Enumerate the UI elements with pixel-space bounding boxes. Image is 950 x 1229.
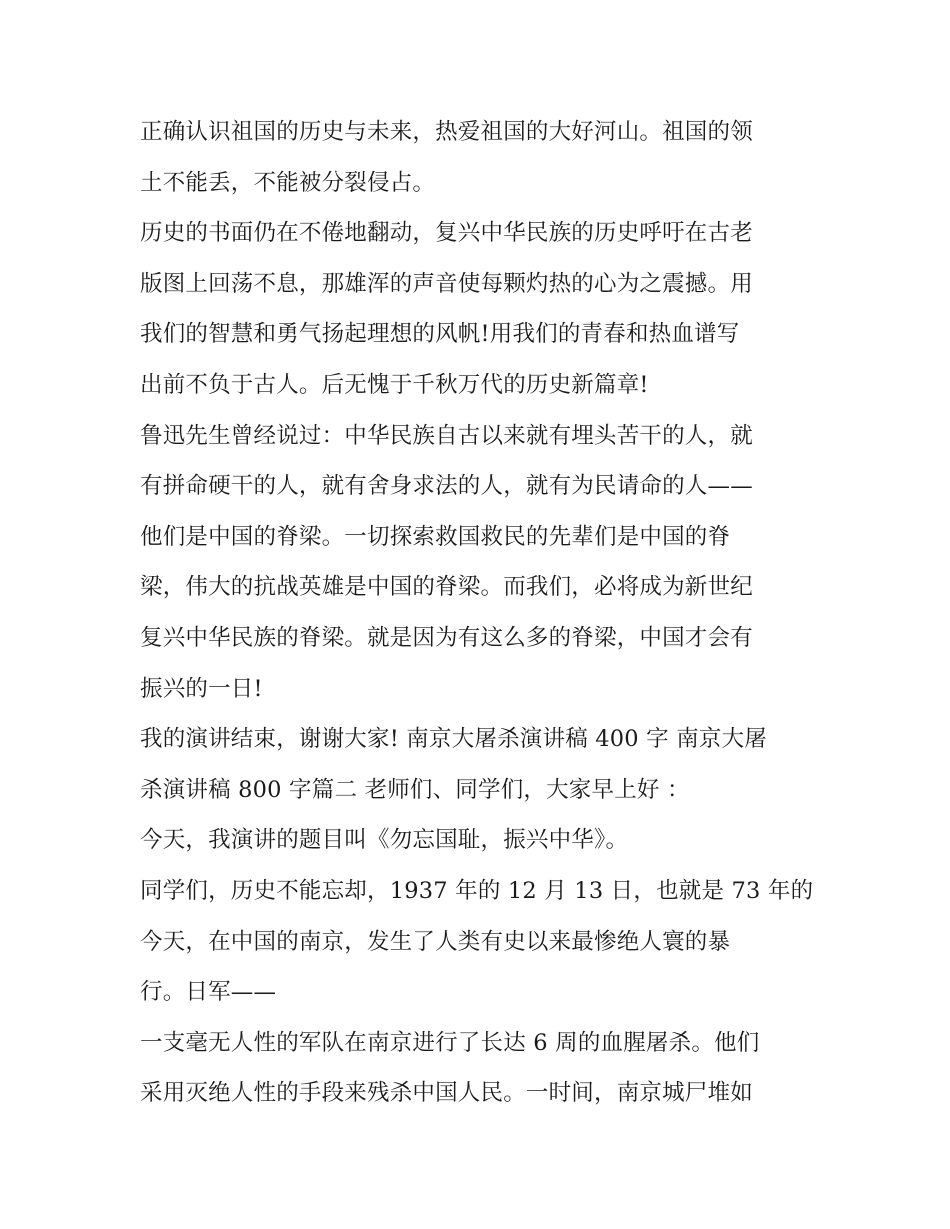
text-line: 我的演讲结束，谢谢大家! 南京大屠杀演讲稿 400 字 南京大屠 xyxy=(140,726,767,753)
text-line: 梁，伟大的抗战英雄是中国的脊梁。而我们，必将成为新世纪 xyxy=(140,574,753,601)
text-line: 鲁迅先生曾经说过：中华民族自古以来就有埋头苦干的人，就 xyxy=(140,422,753,449)
text-line: 行。日军—— xyxy=(140,979,277,1006)
text-line: 我们的智慧和勇气扬起理想的风帆!用我们的青春和热血谱写 xyxy=(140,321,740,348)
text-line: 复兴中华民族的脊梁。就是因为有这么多的脊梁，中国才会有 xyxy=(140,624,753,651)
text-line: 有拼命硬干的人，就有舍身求法的人，就有为民请命的人—— xyxy=(140,473,753,500)
text-line: 正确认识祖国的历史与未来，热爱祖国的大好河山。祖国的领 xyxy=(140,119,753,145)
text-line: 一支毫无人性的军队在南京进行了长达 6 周的血腥屠杀。他们 xyxy=(140,1029,760,1056)
text-line: 振兴的一日! xyxy=(140,675,263,702)
document-body-text xyxy=(140,107,820,1119)
text-line: 版图上回荡不息，那雄浑的声音使每颗灼热的心为之震撼。用 xyxy=(140,270,753,297)
text-line: 杀演讲稿 800 字篇二 老师们、同学们，大家早上好 ： xyxy=(140,776,690,803)
text-line: 采用灭绝人性的手段来残杀中国人民。一时间，南京城尸堆如 xyxy=(140,1080,753,1107)
text-line: 土不能丢，不能被分裂侵占。 xyxy=(140,169,436,196)
text-line: 他们是中国的脊梁。一切探索救国救民的先辈们是中国的脊 xyxy=(140,523,731,550)
text-line: 历史的书面仍在不倦地翻动，复兴中华民族的历史呼吁在古老 xyxy=(140,220,753,247)
text-line: 同学们，历史不能忘却，1937 年的 12 月 13 日，也就是 73 年的 xyxy=(140,877,814,904)
text-line: 出前不负于古人。后无愧于千秋万代的历史新篇章! xyxy=(140,371,649,398)
text-line: 今天，我演讲的题目叫《勿忘国耻，振兴中华》。 xyxy=(140,827,629,854)
text-line: 今天，在中国的南京，发生了人类有史以来最惨绝人寰的暴 xyxy=(140,928,731,955)
